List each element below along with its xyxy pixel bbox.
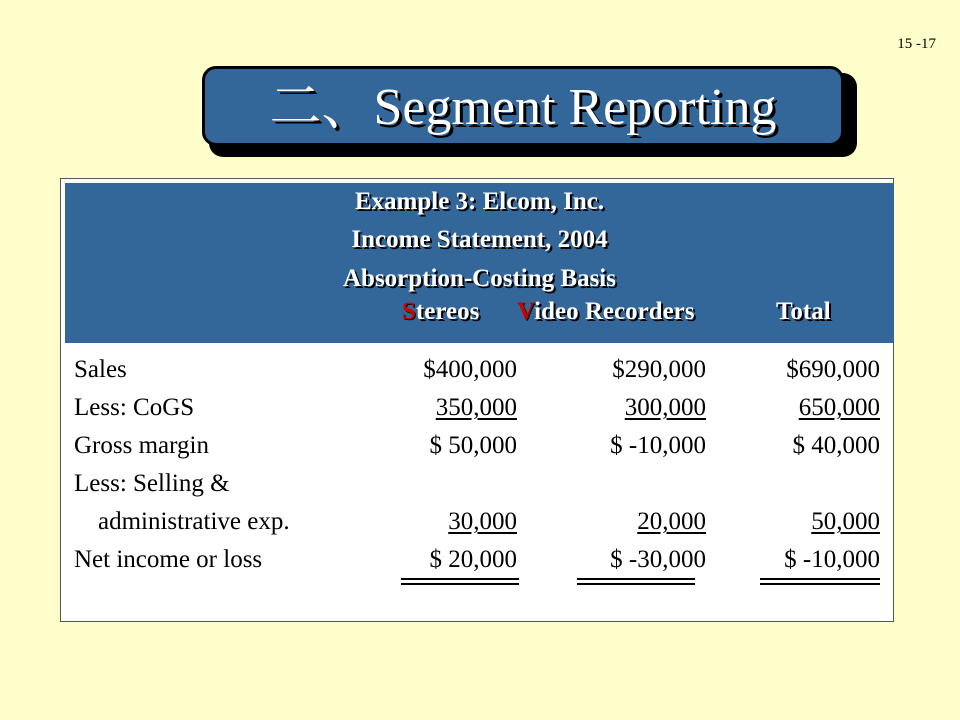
double-underline-total-bottom — [760, 583, 880, 585]
header-statement: Income Statement, 2004 — [351, 226, 608, 253]
double-underline-stereos-top — [401, 578, 519, 580]
column-header-initial: V — [517, 298, 535, 325]
cell-gross-margin-stereos: $ 50,000 — [429, 432, 517, 459]
column-header-rest: Total — [776, 298, 831, 325]
cell-admin-stereos: 30,000 — [448, 508, 517, 535]
cell-net-income-video: $ -30,000 — [610, 546, 706, 573]
column-header-rest: ideo Recorders — [534, 298, 695, 325]
header-basis: Absorption-Costing Basis — [343, 265, 616, 292]
cell-admin-total: 50,000 — [811, 508, 880, 535]
double-underline-video-bottom — [577, 583, 695, 585]
cell-cogs-stereos: 350,000 — [435, 394, 517, 421]
cell-admin-video: 20,000 — [637, 508, 706, 535]
cell-net-income-total: $ -10,000 — [784, 546, 880, 573]
cell-cogs-total: 650,000 — [798, 394, 880, 421]
slide-number: 15 -17 — [897, 36, 936, 52]
cell-net-income-stereos: $ 20,000 — [429, 546, 517, 573]
cell-gross-margin-total: $ 40,000 — [792, 432, 880, 459]
row-label-gross-margin: Gross margin — [74, 432, 209, 459]
cell-sales-total: $690,000 — [786, 356, 880, 383]
cell-gross-margin-video: $ -10,000 — [610, 432, 706, 459]
header-company: Example 3: Elcom, Inc. — [354, 188, 605, 215]
column-header-initial: S — [402, 298, 416, 325]
row-label-selling: Less: Selling & — [74, 470, 230, 497]
column-header-stereos — [402, 298, 479, 326]
slide-title: 二、Segment Reporting — [269, 79, 777, 136]
column-header-rest: tereos — [415, 298, 480, 325]
double-underline-total-top — [760, 578, 880, 580]
row-label-cogs: Less: CoGS — [74, 394, 195, 421]
cell-cogs-video: 300,000 — [624, 394, 706, 421]
cell-sales-video: $290,000 — [612, 356, 706, 383]
column-header-video-recorders — [517, 298, 695, 326]
cell-sales-stereos: $400,000 — [423, 356, 517, 383]
row-label-admin-exp: administrative exp. — [98, 508, 290, 535]
column-header-total — [776, 298, 831, 326]
double-underline-video-top — [577, 578, 695, 580]
row-label-net-income: Net income or loss — [74, 546, 263, 573]
row-label-sales: Sales — [74, 356, 127, 383]
double-underline-stereos-bottom — [401, 583, 519, 585]
